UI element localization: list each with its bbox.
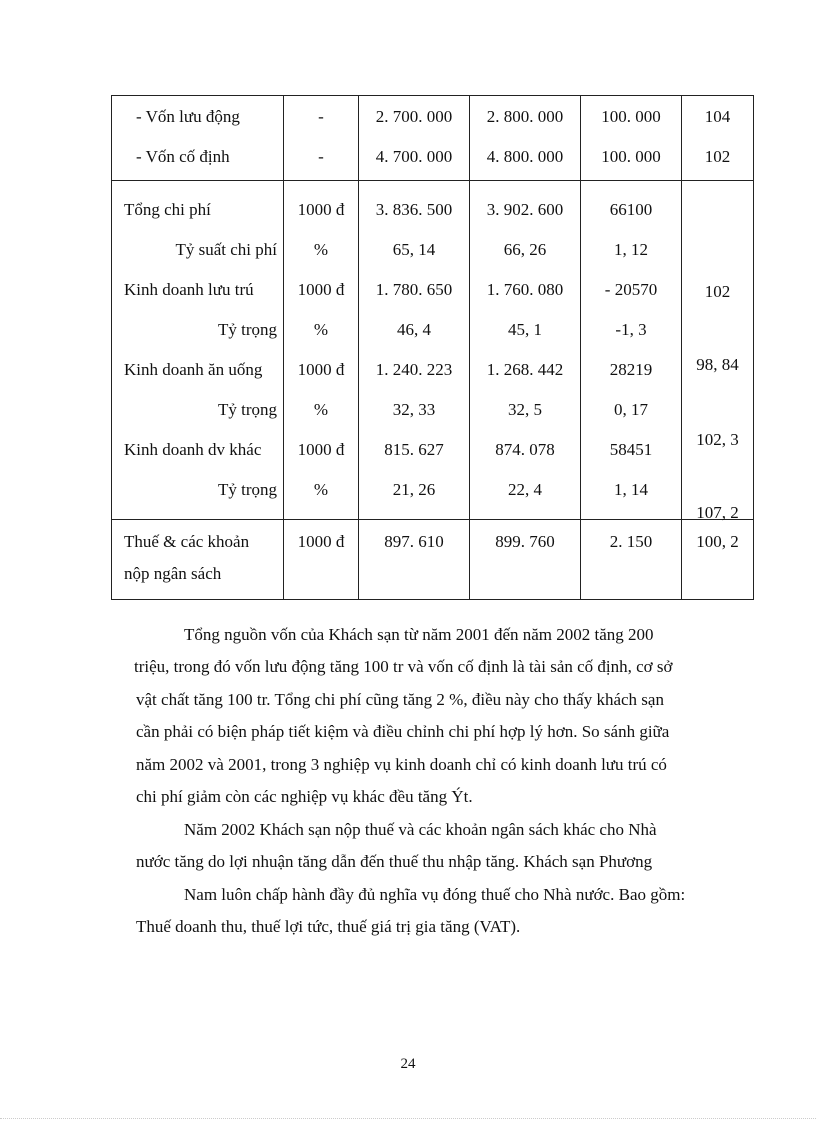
paragraph-line: chi phí giảm còn các nghiệp vụ khác đều tăng Ýt. — [136, 786, 473, 806]
value-2001: 4. 700. 000 — [375, 147, 453, 166]
row-label: Kinh doanh dv khác — [124, 440, 262, 459]
unit-value: 1000 đ — [297, 440, 345, 459]
value-diff: 1, 14 — [614, 480, 648, 499]
value-diff: 2. 150 — [609, 532, 653, 551]
value-2002: 1. 760. 080 — [486, 280, 564, 299]
page-number: 24 — [400, 1056, 416, 1072]
value-2001: 3. 836. 500 — [375, 200, 453, 219]
table-cell-diff — [581, 96, 682, 181]
value-2002: 32, 5 — [508, 400, 542, 419]
page-bottom-divider — [0, 1118, 816, 1119]
data-table — [111, 95, 754, 600]
table-cell-2002 — [470, 520, 581, 600]
value-2002: 1. 268. 442 — [486, 360, 564, 379]
paragraph-tax — [136, 814, 753, 944]
value-2001: 815. 627 — [384, 440, 444, 459]
paragraph-line: vật chất tăng 100 tr. Tổng chi phí cũng tăng 2 %, điều này cho thấy khách sạn — [136, 689, 664, 709]
table-cell-2002 — [470, 181, 581, 520]
row-label: Kinh doanh lưu trú — [124, 280, 254, 299]
value-2001: 65, 14 — [392, 240, 436, 259]
value-diff: 58451 — [609, 440, 653, 459]
table-cell-unit — [284, 520, 359, 600]
paragraph-line: Năm 2002 Khách sạn nộp thuế và các khoản ngân sách khác cho Nhà — [184, 820, 657, 839]
row-label: Tỷ trọng — [217, 320, 277, 339]
row-label: Tỷ suất chi phí — [175, 240, 277, 259]
table-cell-2001 — [359, 181, 470, 520]
unit-value: % — [313, 240, 329, 259]
value-2002: 874. 078 — [495, 440, 555, 459]
unit-value: % — [313, 480, 329, 499]
unit-value: 1000 đ — [297, 280, 345, 299]
paragraph-capital-costs — [136, 619, 753, 813]
row-label: - Vốn cố định — [136, 147, 230, 166]
value-2001: 1. 240. 223 — [375, 360, 453, 379]
value-2002: 2. 800. 000 — [486, 107, 564, 126]
value-pct: 102 — [704, 282, 731, 301]
table-section-capital — [112, 96, 754, 181]
value-2001: 1. 780. 650 — [375, 280, 453, 299]
row-label: - Vốn lưu động — [136, 107, 240, 126]
table-cell-pct — [682, 96, 754, 181]
table-cell-pct — [682, 181, 754, 520]
value-pct: 102 — [704, 147, 731, 166]
value-2001: 21, 26 — [392, 480, 436, 499]
table-cell-2002 — [470, 96, 581, 181]
value-pct: 98, 84 — [696, 355, 739, 374]
row-label: Tỷ trọng — [217, 400, 277, 419]
value-2001: 32, 33 — [392, 400, 436, 419]
value-2001: 897. 610 — [384, 532, 444, 551]
table-cell-name — [112, 520, 284, 600]
table-cell-unit — [284, 181, 359, 520]
table-cell-name — [112, 181, 284, 520]
table-section-tax — [112, 520, 754, 600]
value-2002: 45, 1 — [508, 320, 542, 339]
value-pct: 100, 2 — [696, 532, 739, 551]
paragraph-line: nước tăng do lợi nhuận tăng dẫn đến thuế thu nhập tăng. Khách sạn Phương — [136, 852, 653, 872]
unit-value: 1000 đ — [297, 532, 345, 551]
row-label: nộp ngân sách — [124, 564, 222, 583]
value-diff: 100. 000 — [601, 107, 661, 126]
unit-value: - — [318, 107, 324, 126]
value-diff: 0, 17 — [614, 400, 648, 419]
value-2002: 22, 4 — [508, 480, 542, 499]
paragraph-line: Nam luôn chấp hành đầy đủ nghĩa vụ đóng thuế cho Nhà nước. Bao gồm: — [184, 884, 686, 904]
value-diff: 28219 — [609, 360, 653, 379]
value-2002: 3. 902. 600 — [486, 200, 564, 219]
unit-value: % — [313, 320, 329, 339]
value-pct: 107, 2 — [696, 503, 739, 522]
table-cell-2001 — [359, 520, 470, 600]
unit-value: % — [313, 400, 329, 419]
paragraph-line: cần phải có biện pháp tiết kiệm và điều chỉnh chi phí hợp lý hơn. So sánh giữa — [136, 722, 670, 742]
table-section-costs — [112, 181, 754, 520]
value-diff: -1, 3 — [615, 320, 647, 339]
paragraph-line: Tổng nguồn vốn của Khách sạn từ năm 2001 đến năm 2002 tăng 200 — [184, 625, 654, 644]
paragraph-line: Thuế doanh thu, thuế lợi tức, thuế giá trị gia tăng (VAT). — [136, 917, 521, 937]
unit-value: - — [318, 147, 324, 166]
value-diff: 66100 — [609, 200, 653, 219]
table-cell-name — [112, 96, 284, 181]
paragraph-line: năm 2002 và 2001, trong 3 nghiệp vụ kinh doanh chỉ có kinh doanh lưu trú có — [136, 754, 667, 774]
table-cell-unit — [284, 96, 359, 181]
value-diff: 1, 12 — [614, 240, 648, 259]
value-2001: 2. 700. 000 — [375, 107, 453, 126]
row-label: Kinh doanh ăn uống — [124, 360, 263, 379]
table-cell-diff — [581, 520, 682, 600]
value-2002: 66, 26 — [503, 240, 547, 259]
row-label: Thuế & các khoản — [124, 532, 250, 551]
unit-value: 1000 đ — [297, 200, 345, 219]
row-label: Tỷ trọng — [217, 480, 277, 499]
value-2001: 46, 4 — [397, 320, 431, 339]
value-pct: 102, 3 — [696, 430, 739, 449]
table-cell-2001 — [359, 96, 470, 181]
paragraph-line: triệu, trong đó vốn lưu động tăng 100 tr và vốn cố định là tài sản cố định, cơ sở — [134, 657, 673, 677]
unit-value: 1000 đ — [297, 360, 345, 379]
table-cell-diff — [581, 181, 682, 520]
value-2002: 4. 800. 000 — [486, 147, 564, 166]
row-label: Tổng chi phí — [124, 200, 211, 219]
value-2002: 899. 760 — [495, 532, 555, 551]
value-diff: - 20570 — [604, 280, 658, 299]
value-pct: 104 — [704, 107, 731, 126]
value-diff: 100. 000 — [601, 147, 661, 166]
